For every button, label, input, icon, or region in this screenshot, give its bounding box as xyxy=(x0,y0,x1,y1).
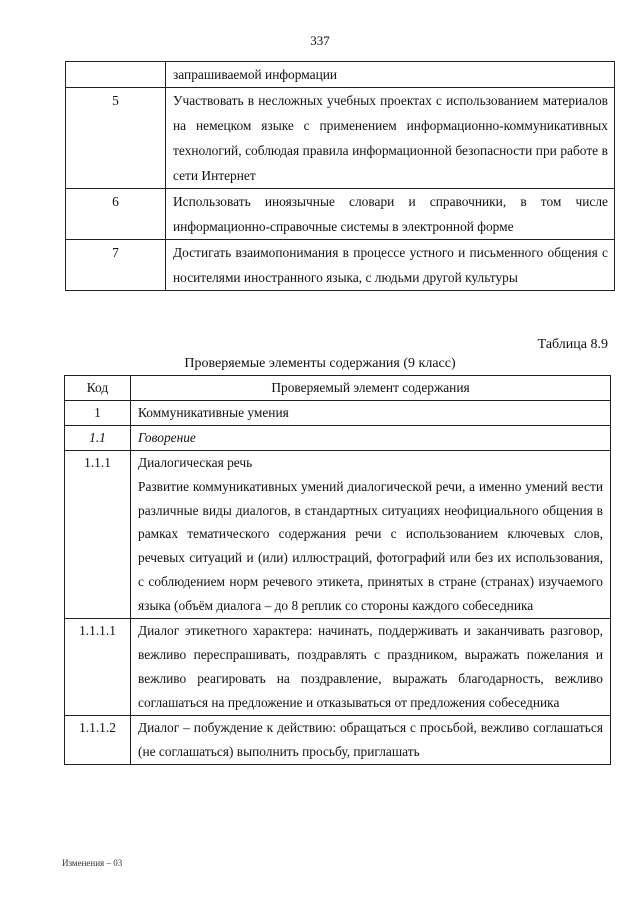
header-code: Код xyxy=(65,376,131,401)
row-cell xyxy=(131,450,611,618)
table-row xyxy=(66,240,615,291)
row-title: Диалогическая речь xyxy=(138,454,253,470)
row-text: Коммуникативные умения xyxy=(131,400,611,425)
row-text: Достигать взаимопонимания в процессе устного и письменного общения с носителями иностранного языка, с людьми другой культуры xyxy=(166,240,615,291)
table-row xyxy=(65,400,611,425)
table-row xyxy=(65,715,611,764)
table-row xyxy=(66,62,615,88)
table-row xyxy=(65,619,611,716)
footer-note: Изменения – 03 xyxy=(62,858,123,868)
row-number: 7 xyxy=(66,240,166,291)
row-text: Использовать иноязычные словари и справочники, в том числе информационно-справочные системы в электронной форме xyxy=(166,189,615,240)
row-number: 6 xyxy=(66,189,166,240)
row-text: Говорение xyxy=(131,425,611,450)
table-title: Проверяемые элементы содержания (9 класс) xyxy=(184,356,456,371)
table-row xyxy=(66,189,615,240)
row-number xyxy=(66,62,166,88)
row-code: 1.1.1.1 xyxy=(65,619,131,716)
table-header-row xyxy=(65,376,611,401)
row-code: 1.1 xyxy=(65,425,131,450)
row-code: 1.1.1.2 xyxy=(65,715,131,764)
table-label: Таблица 8.9 xyxy=(537,337,608,352)
page-number: 337 xyxy=(310,33,330,48)
competency-table-continued xyxy=(65,61,615,291)
table-row xyxy=(65,425,611,450)
content-elements-table xyxy=(64,375,611,765)
row-text: Развитие коммуникативных умений диалогической речи, а именно умений вести различные виды диалогов, в стандартных ситуациях неофициального общения в рамках тематического содержания речи с использованием ключевых слов, речевых ситуаций и (или) иллюстраций, фотографий или без их использования, с соблюдением норм речевого этикета, принятых в стране (странах) изучаемого языка (объём диалога – до 8 реплик со стороны каждого собеседника xyxy=(138,478,603,614)
row-number: 5 xyxy=(66,88,166,189)
row-code: 1 xyxy=(65,400,131,425)
row-text: Диалог – побуждение к действию: обращаться с просьбой, вежливо соглашаться (не соглашаться) выполнить просьбу, приглашать xyxy=(131,715,611,764)
row-text: Диалог этикетного характера: начинать, поддерживать и заканчивать разговор, вежливо переспрашивать, поздравлять с праздником, выражать пожелания и вежливо реагировать на поздравление, выражать благодарность, вежливо соглашаться на предложение и отказываться от предложения собеседника xyxy=(131,619,611,716)
row-text: Участвовать в несложных учебных проектах с использованием материалов на немецком языке с применением информационно-коммуникативных технологий, соблюдая правила информационной безопасности при работе в сети Интернет xyxy=(166,88,615,189)
header-element: Проверяемый элемент содержания xyxy=(131,376,611,401)
row-code: 1.1.1 xyxy=(65,450,131,618)
table-row xyxy=(65,450,611,618)
row-text: запрашиваемой информации xyxy=(166,62,615,88)
table-row xyxy=(66,88,615,189)
